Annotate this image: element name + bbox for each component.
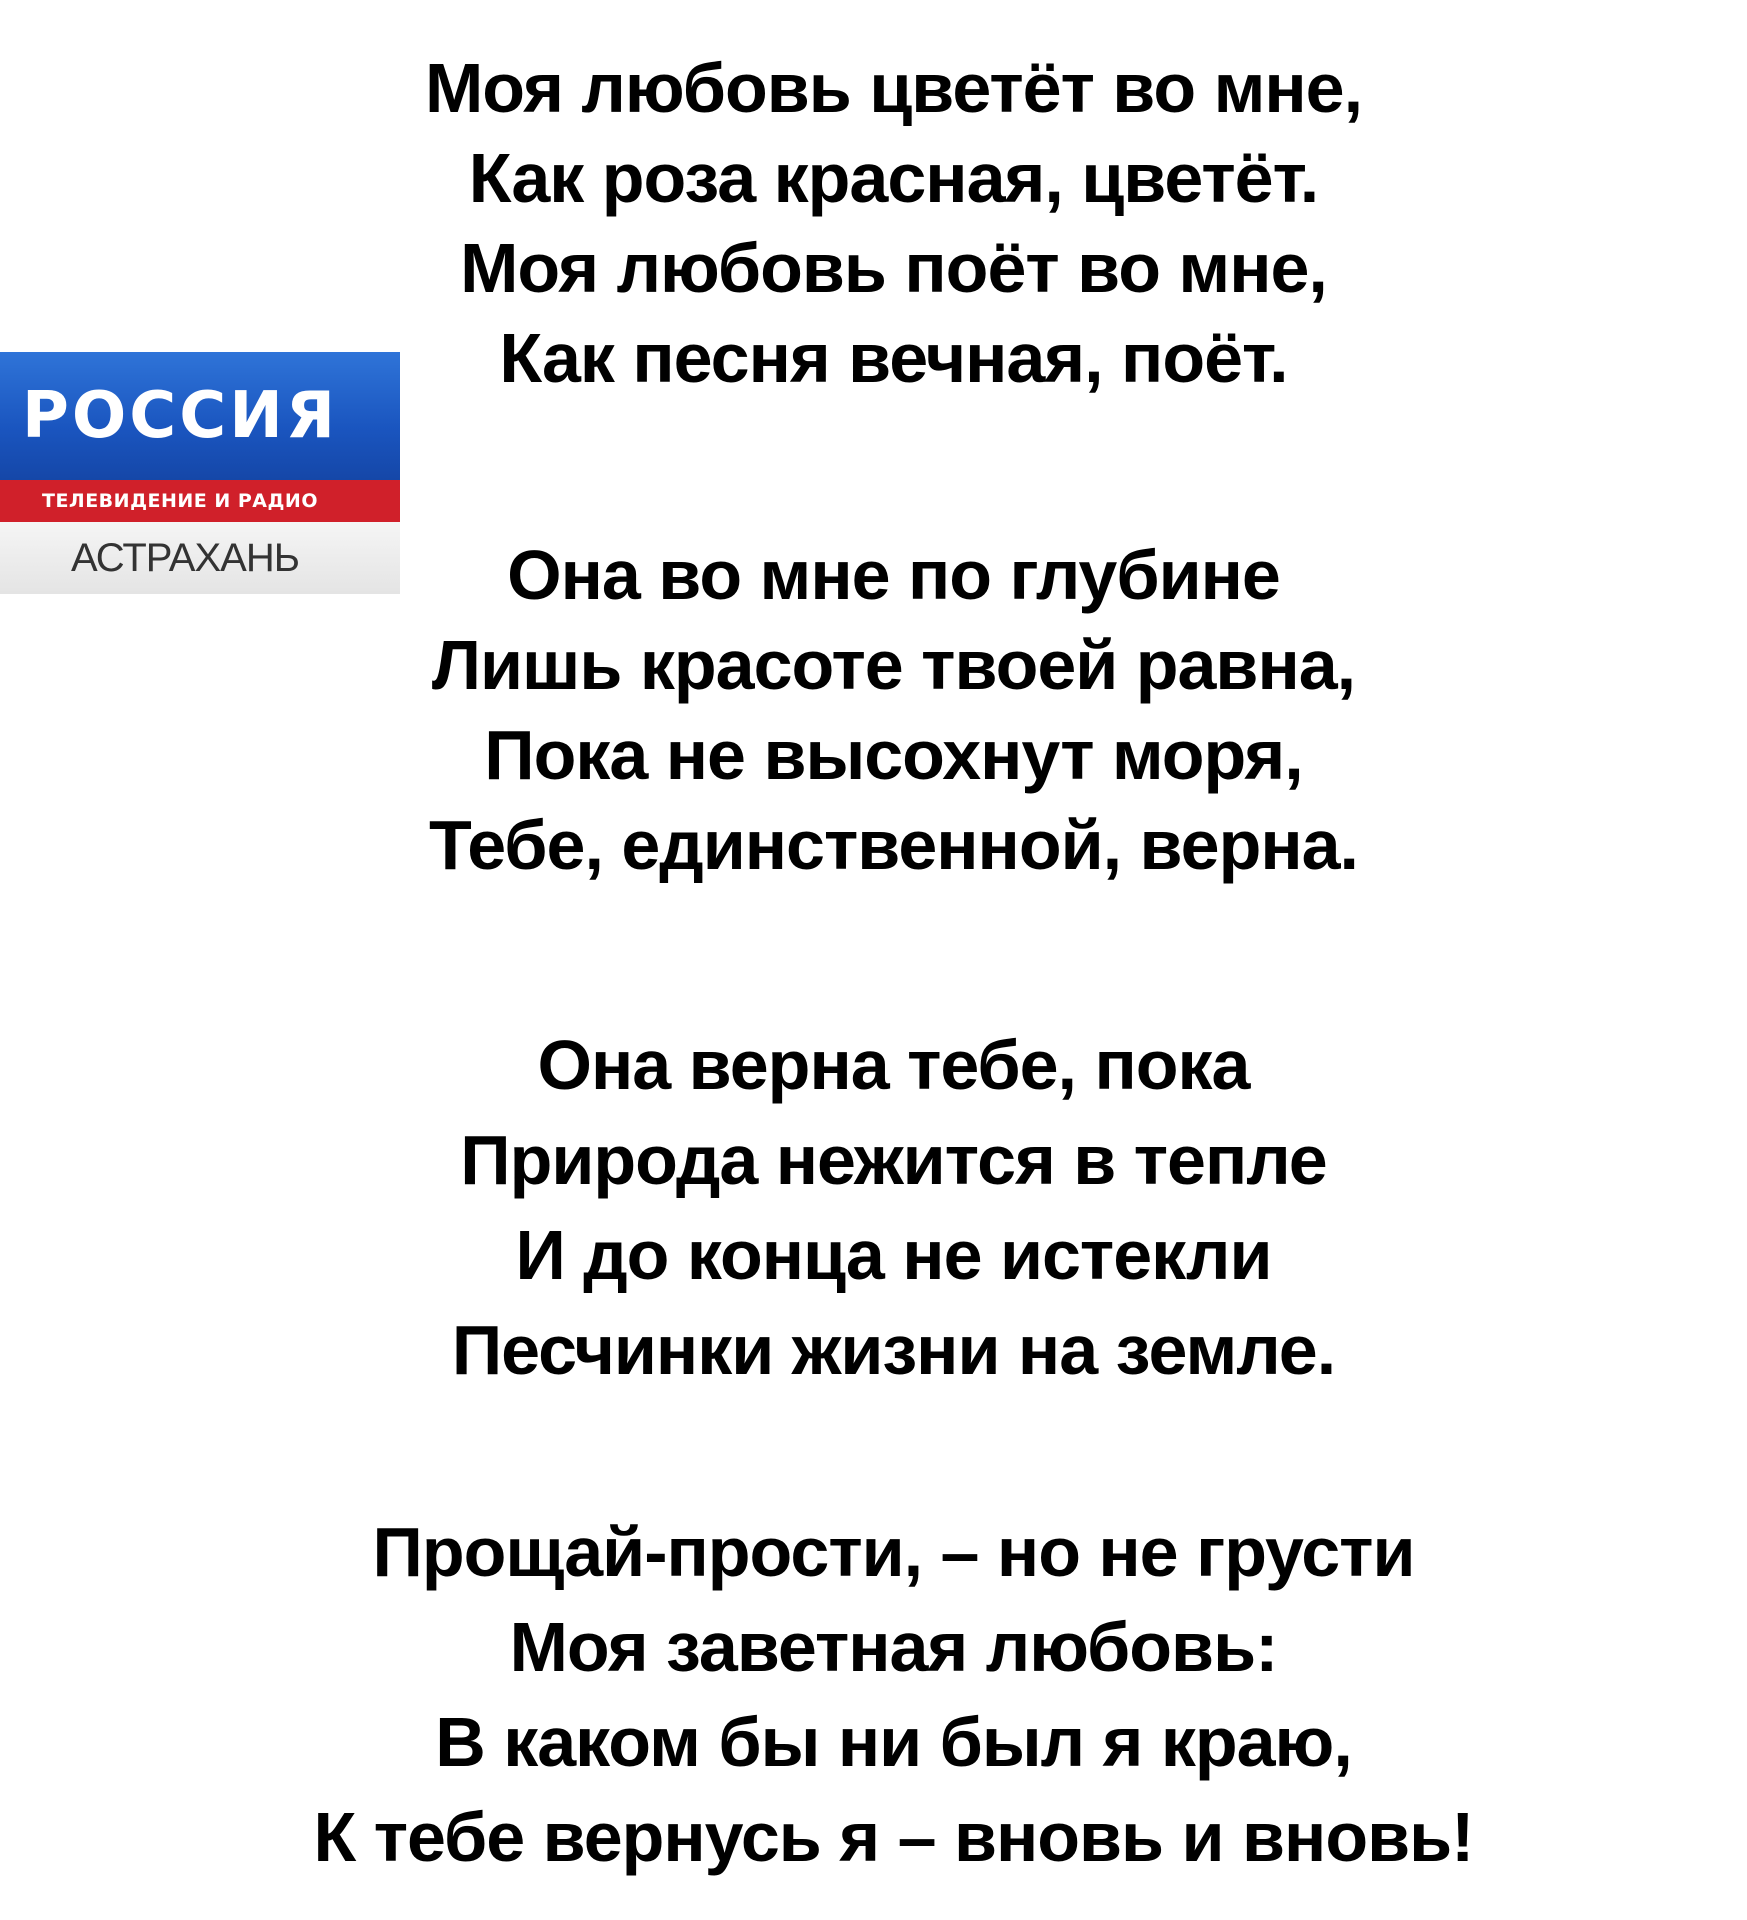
channel-logo: [0, 352, 400, 594]
poem-line: Как песня вечная, поёт.: [499, 319, 1288, 397]
poem-line: Природа нежится в тепле: [460, 1121, 1327, 1199]
poem-line: Она во мне по глубине: [507, 536, 1280, 614]
poem-line: И до конца не истекли: [515, 1216, 1272, 1294]
poem-line: Моя заветная любовь:: [509, 1608, 1278, 1686]
poem-line: Моя любовь цветёт во мне,: [424, 49, 1363, 127]
poem-line: Как роза красная, цветёт.: [468, 139, 1319, 217]
logo-city: АСТРАХАНЬ: [71, 536, 299, 580]
poem-line: Она верна тебе, пока: [537, 1026, 1250, 1104]
poem-line: Пока не высохнут моря,: [484, 716, 1303, 794]
poem-line: В каком бы ни был я краю,: [435, 1703, 1352, 1781]
poem-line: Лишь красоте твоей равна,: [431, 626, 1356, 704]
poem-line: Тебе, единственной, верна.: [429, 806, 1358, 884]
poem-line: К тебе вернусь я – вновь и вновь!: [313, 1798, 1474, 1876]
logo-subtitle: ТЕЛЕВИДЕНИЕ И РАДИО: [41, 490, 318, 512]
logo-title: РОССИЯ: [21, 379, 339, 453]
poem-line: Моя любовь поёт во мне,: [460, 229, 1327, 307]
poem-line: Песчинки жизни на земле.: [451, 1311, 1336, 1389]
poem-line: Прощай-прости, – но не грусти: [372, 1513, 1415, 1591]
